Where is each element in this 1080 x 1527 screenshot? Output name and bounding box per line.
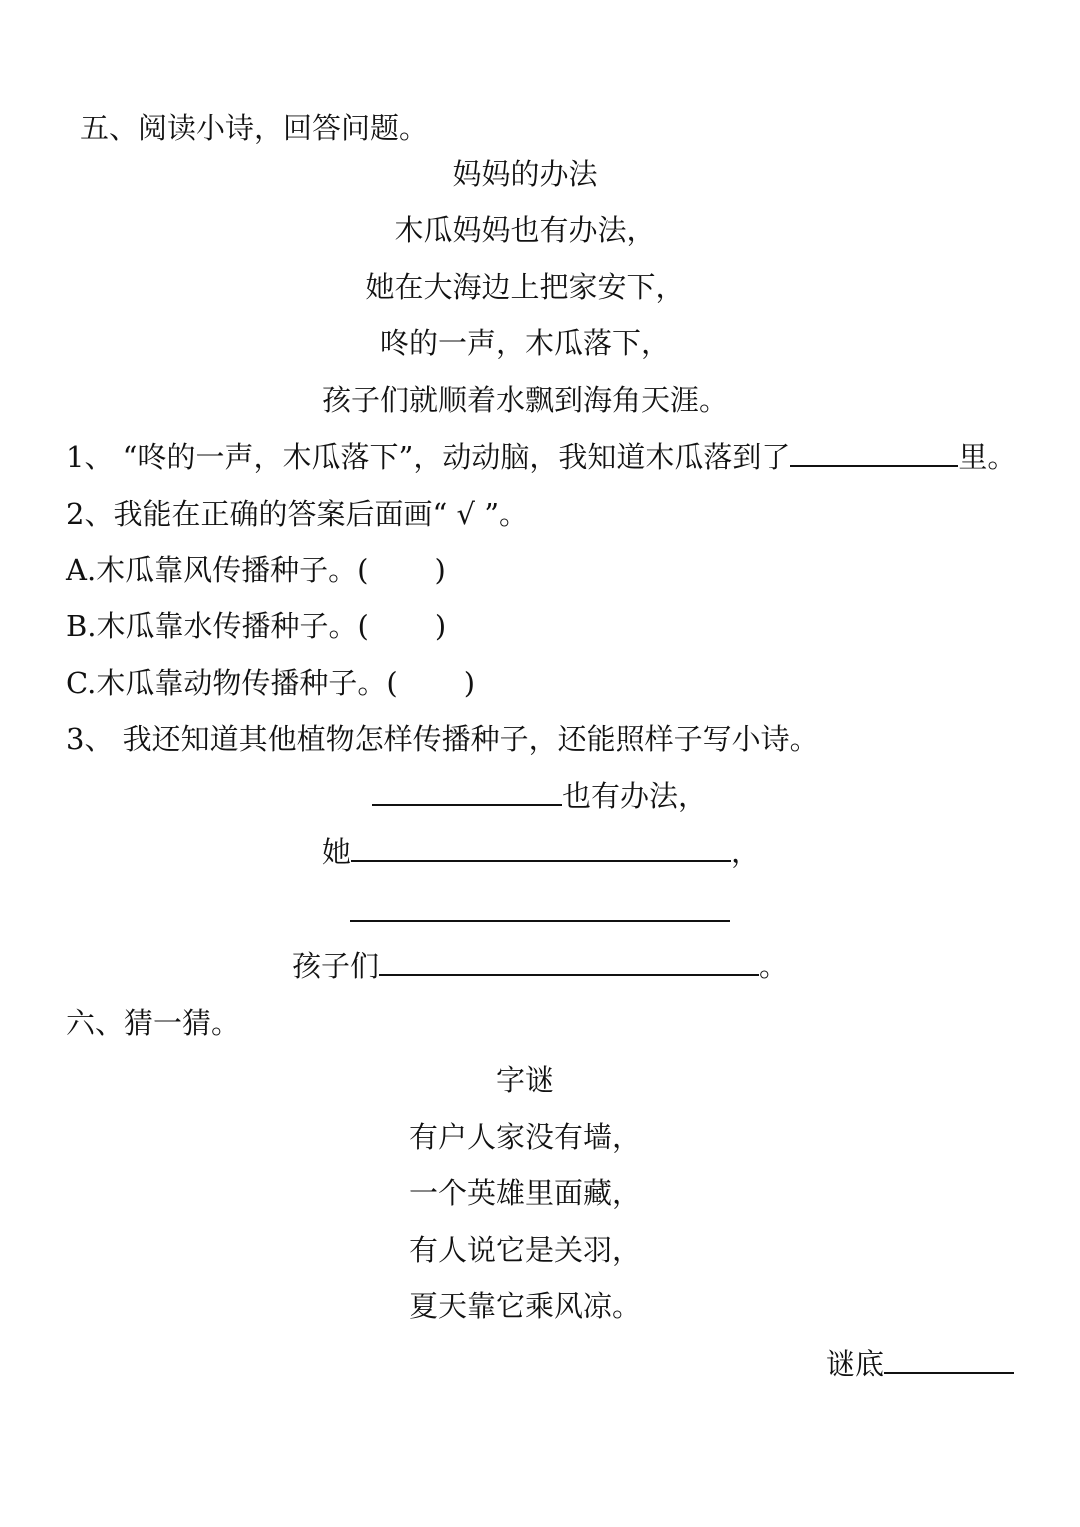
question-1-text: 1、 “咚的一声，木瓜落下”，动动脑，我知道木瓜落到了 [66,440,791,474]
question-1-suffix: 里。 [958,440,1017,474]
option-c-close: ) [463,666,476,700]
poem-line-3-blank[interactable] [350,920,730,922]
option-b-text: B.木瓜靠水传播种子。( [66,609,369,643]
riddle-answer-blank[interactable] [884,1346,1014,1374]
poem-line-2-prefix: 她 [322,835,352,869]
poem-line-1-blank[interactable] [372,778,562,806]
section-5-heading: 五、阅读小诗，回答问题。 [80,111,429,145]
poem-line-4-suffix: 。 [759,949,789,983]
option-c [66,663,475,703]
section-6-heading: 六、猜一猜。 [66,1006,241,1040]
poem-line-2: 她在大海边上把家安下， [365,270,685,304]
poem-blank-line-2 [322,832,760,872]
option-a-close: ) [434,553,446,587]
poem-line-1-suffix: 也有办法， [562,779,708,813]
riddle-answer [826,1344,1014,1384]
option-c-text: C.木瓜靠动物传播种子。( [66,666,398,700]
question-3-prompt: 3、 我还知道其他植物怎样传播种子，还能照样子写小诗。 [66,722,819,756]
riddle-title: 字谜 [495,1063,554,1097]
poem-line-2-suffix: ， [731,835,761,869]
riddle-line-4: 夏天靠它乘风凉。 [408,1289,641,1323]
poem-title: 妈妈的办法 [452,157,598,191]
option-a-text: A.木瓜靠风传播种子。( [66,553,369,587]
poem-blank-line-1 [372,776,707,816]
question-1-answer-blank[interactable] [790,439,958,467]
option-b [66,606,446,646]
poem-line-4-blank[interactable] [379,948,759,976]
poem-line-4: 孩子们就顺着水飘到海角天涯。 [321,383,728,417]
riddle-answer-label: 谜底 [826,1347,885,1381]
option-b-close: ) [434,609,447,643]
riddle-line-1: 有户人家没有墙， [408,1120,641,1154]
poem-line-2-blank[interactable] [351,834,731,862]
riddle-line-2: 一个英雄里面藏， [408,1176,641,1210]
option-a [66,550,446,590]
question-2-prompt: 2、我能在正确的答案后面画“ √ ”。 [66,497,529,531]
poem-blank-line-4 [292,946,788,986]
poem-line-4-prefix: 孩子们 [292,949,380,983]
poem-line-3: 咚的一声，木瓜落下， [379,326,670,360]
riddle-line-3: 有人说它是关羽， [408,1233,641,1267]
question-1 [66,437,1016,477]
poem-line-1: 木瓜妈妈也有办法， [394,213,656,247]
